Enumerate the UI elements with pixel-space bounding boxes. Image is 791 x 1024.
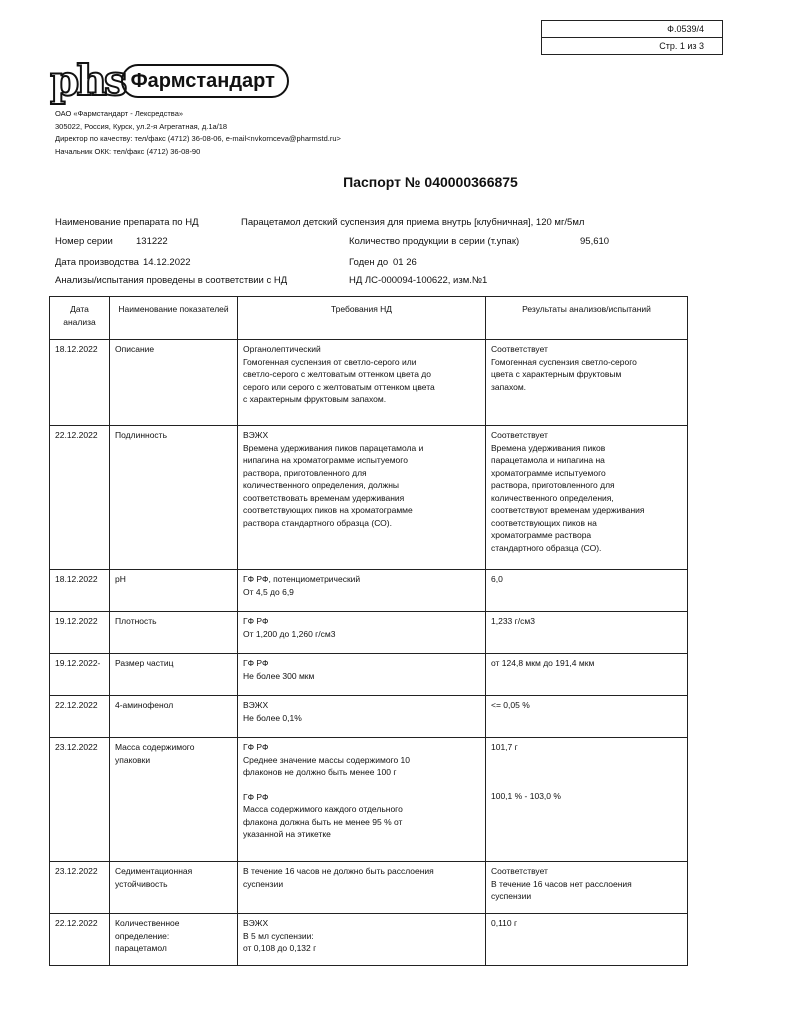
cell-line: от 0,108 до 0,132 г	[243, 943, 317, 953]
cell-line: 100,1 % - 103,0 %	[491, 790, 561, 801]
results-cell	[486, 696, 688, 738]
drug-name-value: Парацетамол детский суспензия для приема внутрь [клубничная], 120 мг/5мл	[241, 217, 585, 228]
cell-line: упаковки	[115, 754, 151, 765]
cell-line: Не более 0,1%	[243, 712, 302, 723]
form-number: Ф.0539/4	[667, 24, 704, 34]
results-cell	[486, 914, 688, 966]
header-requirements: Требования НД	[238, 297, 486, 340]
cell-line	[491, 778, 682, 790]
cell-line: Соответствует	[491, 866, 548, 876]
qc-head-contact: Начальник ОКК: тел/факс (4712) 36-08-90	[55, 146, 201, 156]
page-counter: Стр. 1 из 3	[542, 37, 722, 54]
requirements-cell	[238, 570, 486, 612]
cell-line: указанной на этикетке	[243, 829, 331, 839]
form-number-box	[541, 20, 723, 55]
cell-line: соответствующих пиков на	[491, 517, 597, 528]
cell-line: Времена удерживания пиков парацетамола и	[243, 442, 424, 453]
requirements-cell	[238, 612, 486, 654]
indicator-cell	[110, 862, 238, 914]
company-name: ОАО «Фармстандарт - Лексредства»	[55, 109, 184, 118]
analysis-standard-label: Анализы/испытания проведены в соответствии с НД	[55, 275, 288, 286]
table-row	[50, 340, 688, 426]
results-table	[49, 296, 688, 966]
cell-line: светло-серого с желтоватым оттенком цвета до	[243, 369, 431, 379]
cell-line: ГФ РФ	[243, 616, 269, 626]
cell-line: Не более 300 мкм	[243, 670, 315, 681]
cell-line: цвета с характерным фруктовым	[491, 369, 622, 379]
indicator-cell	[110, 738, 238, 862]
cell-line: Размер частиц	[115, 658, 174, 668]
requirements-cell	[238, 738, 486, 862]
cell-line: pH	[115, 574, 126, 584]
table-row	[50, 612, 688, 654]
cell-line: количественного определения,	[491, 492, 614, 503]
cell-line: определение:	[115, 930, 170, 941]
results-cell	[486, 862, 688, 914]
table-row	[50, 738, 688, 862]
header-indicator: Наименование показателей	[110, 297, 238, 340]
cell-line: 6,0	[491, 574, 503, 584]
quality-director-contact: Директор по качеству: тел/факс (4712) 36-08-06, e-mail<nvkornceva@pharmstd.ru>	[55, 134, 341, 143]
cell-line: нипагина на хроматограмме испытуемого	[243, 455, 408, 465]
cell-line: раствора, приготовленного для	[243, 467, 367, 478]
passport-title: Паспорт № 040000366875	[343, 174, 518, 190]
header-date: Дата анализа	[50, 297, 110, 340]
cell-line: раствора стандартного образца (СО).	[243, 517, 392, 528]
cell-line: Гомогенная суспензия от светло-серого или	[243, 356, 417, 367]
table-row	[50, 914, 688, 966]
cell-line: Органолептический	[243, 344, 321, 354]
quantity-value: 95,610	[580, 236, 610, 247]
table-row	[50, 426, 688, 570]
date-cell: 18.12.2022	[50, 570, 110, 612]
date-cell: 22.12.2022	[50, 426, 110, 570]
table-row	[50, 696, 688, 738]
production-date-label: Дата производства	[55, 257, 139, 268]
cell-line: ВЭЖХ	[243, 700, 269, 710]
cell-line: Гомогенная суспензия светло-серого	[491, 356, 637, 367]
cell-line: От 4,5 до 6,9	[243, 586, 294, 597]
indicator-cell	[110, 340, 238, 426]
cell-line: запахом.	[491, 381, 527, 392]
cell-line: 101,7 г	[491, 742, 518, 752]
cell-line: суспензии	[243, 878, 284, 889]
header-results: Результаты анализов/испытаний	[486, 297, 688, 340]
company-address: 305022, Россия, Курск, ул.2-я Агрегатная, д.1а/18	[55, 121, 228, 131]
indicator-cell	[110, 570, 238, 612]
cell-line: соответствующих пиков на хроматограмме	[243, 505, 413, 515]
cell-line: <= 0,05 %	[491, 700, 530, 710]
cell-line	[491, 754, 682, 766]
cell-line: ВЭЖХ	[243, 918, 269, 928]
cell-line: ГФ РФ, потенциометрический	[243, 574, 361, 584]
date-cell: 19.12.2022-	[50, 654, 110, 696]
indicator-cell	[110, 696, 238, 738]
cell-line: В 5 мл суспензии:	[243, 930, 314, 941]
table-header-row	[50, 297, 688, 340]
cell-line: флаконов не должно быть менее 100 г	[243, 767, 397, 777]
cell-line: 0,110 г	[491, 918, 518, 928]
cell-line: суспензии	[491, 891, 532, 901]
company-details	[55, 108, 341, 158]
cell-line: раствора, приготовленного для	[491, 480, 615, 490]
cell-line: Плотность	[115, 616, 157, 626]
cell-line: Соответствует	[491, 344, 548, 354]
cell-line: устойчивость	[115, 878, 168, 889]
cell-line: Описание	[115, 344, 155, 354]
cell-line: количественного определения, должны	[243, 480, 400, 490]
indicator-cell	[110, 612, 238, 654]
table-row	[50, 862, 688, 914]
indicator-cell	[110, 914, 238, 966]
indicator-cell	[110, 654, 238, 696]
requirements-cell	[238, 862, 486, 914]
cell-line: Подлинность	[115, 430, 168, 440]
table-row	[50, 570, 688, 612]
date-cell: 19.12.2022	[50, 612, 110, 654]
cell-line: Количественное	[115, 918, 180, 928]
series-value: 131222	[136, 236, 168, 247]
table-row	[50, 654, 688, 696]
results-cell	[486, 570, 688, 612]
expiry-label: Годен до	[349, 257, 389, 268]
cell-line: Среднее значение массы содержимого 10	[243, 754, 410, 765]
date-cell: 22.12.2022	[50, 914, 110, 966]
cell-line: ГФ РФ	[243, 742, 269, 752]
cell-line: ГФ РФ	[243, 658, 269, 668]
logo-name: Фармстандарт	[121, 64, 289, 98]
cell-line: соответствовать временам удерживания	[243, 492, 405, 503]
cell-line	[491, 766, 682, 778]
analysis-standard-value: НД ЛС-000094-100622, изм.№1	[349, 275, 488, 286]
cell-line: стандартного образца (СО).	[491, 542, 602, 553]
cell-line: с характерным фруктовым запахом.	[243, 394, 387, 404]
cell-line: В течение 16 часов нет расслоения	[491, 878, 632, 889]
cell-line: 1,233 г/см3	[491, 616, 535, 626]
drug-name-label: Наименование препарата по НД	[55, 217, 199, 228]
cell-line: соответствуют временам удерживания	[491, 505, 645, 515]
expiry-value: 01 26	[393, 257, 417, 268]
cell-line: 4-аминофенол	[115, 700, 174, 710]
cell-line	[243, 779, 480, 791]
results-cell	[486, 612, 688, 654]
series-label: Номер серии	[55, 236, 113, 247]
company-logo	[50, 56, 289, 105]
passport-title-row	[0, 174, 791, 190]
cell-line: парацетамола и нипагина на	[491, 455, 605, 465]
cell-line: от 124,8 мкм до 191,4 мкм	[491, 658, 595, 668]
results-cell	[486, 426, 688, 570]
results-cell	[486, 340, 688, 426]
cell-line: Седиментационная	[115, 866, 193, 876]
cell-line: флакона должна быть не менее 95 % от	[243, 816, 403, 827]
requirements-cell	[238, 696, 486, 738]
cell-line: Времена удерживания пиков	[491, 442, 606, 453]
requirements-cell	[238, 914, 486, 966]
cell-line: ВЭЖХ	[243, 430, 269, 440]
cell-line: В течение 16 часов не должно быть расслоения	[243, 866, 434, 876]
requirements-cell	[238, 654, 486, 696]
quantity-label: Количество продукции в серии (т.упак)	[349, 236, 520, 247]
cell-line: парацетамол	[115, 943, 167, 953]
cell-line: хроматограмме раствора	[491, 530, 592, 540]
date-cell: 22.12.2022	[50, 696, 110, 738]
cell-line: Соответствует	[491, 430, 548, 440]
cell-line: Масса содержимого	[115, 742, 195, 752]
date-cell: 18.12.2022	[50, 340, 110, 426]
logo-mark: phs	[50, 56, 125, 105]
date-cell: 23.12.2022	[50, 738, 110, 862]
requirements-cell	[238, 340, 486, 426]
indicator-cell	[110, 426, 238, 570]
cell-line: От 1,200 до 1,260 г/см3	[243, 628, 336, 639]
cell-line: ГФ РФ	[243, 791, 269, 802]
requirements-cell	[238, 426, 486, 570]
cell-line: хроматограмме испытуемого	[491, 467, 606, 478]
results-cell	[486, 738, 688, 862]
production-date-value: 14.12.2022	[143, 257, 191, 268]
cell-line: серого или серого с желтоватым оттенком цвета	[243, 381, 435, 392]
cell-line: Масса содержимого каждого отдельного	[243, 804, 403, 814]
date-cell: 23.12.2022	[50, 862, 110, 914]
results-cell	[486, 654, 688, 696]
